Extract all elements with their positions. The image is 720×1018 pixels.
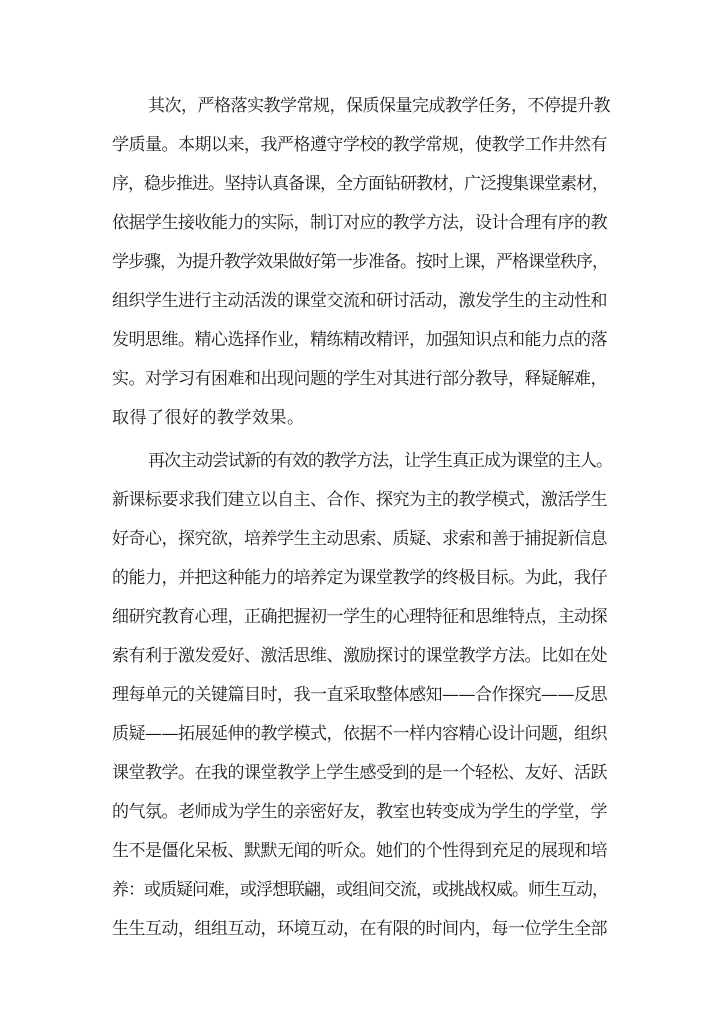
text-line: 实。对学习有困难和出现问题的学生对其进行部分教导，释疑解难， xyxy=(112,369,607,389)
text-line: 质疑——拓展延伸的教学模式，依据不一样内容精心设计问题，组织 xyxy=(112,724,607,744)
text-line: 索有利于激发爱好、激活思维、激励探讨的课堂教学方法。比如在处 xyxy=(112,646,607,666)
document-body xyxy=(112,87,612,949)
text-line: 的气氛。老师成为学生的亲密好友，教室也转变成为学生的学堂，学 xyxy=(112,802,607,822)
text-line: 好奇心，探究欲，培养学生主动思索、质疑、求索和善于捕捉新信息 xyxy=(112,529,607,549)
paragraph-1 xyxy=(112,87,612,438)
text-line: 发明思维。精心选择作业，精练精改精评，加强知识点和能力点的落 xyxy=(112,330,607,350)
text-line: 学步骤，为提升教学效果做好第一步准备。按时上课，严格课堂秩序， xyxy=(112,252,608,272)
paragraph-2 xyxy=(112,442,612,949)
text-line: 养：或质疑问难，或浮想联翩，或组间交流，或挑战权威。师生互动， xyxy=(112,880,608,900)
text-line: 其次，严格落实教学常规，保质保量完成教学任务，不停提升教 xyxy=(148,96,610,116)
text-line: 生生互动，组组互动，环境互动，在有限的时间内，每一位学生全部 xyxy=(112,919,607,939)
text-line: 理每单元的关键篇目时，我一直采取整体感知——合作探究——反思 xyxy=(112,685,607,705)
text-line: 新课标要求我们建立以自主、合作、探究为主的教学模式，激活学生 xyxy=(112,490,607,510)
text-line: 细研究教育心理，正确把握初一学生的心理特征和思维特点，主动探 xyxy=(112,607,607,627)
text-line: 生不是僵化呆板、默默无闻的听众。她们的个性得到充足的展现和培 xyxy=(112,841,607,861)
text-line: 组织学生进行主动活泼的课堂交流和研讨活动，激发学生的主动性和 xyxy=(112,291,607,311)
text-line: 课堂教学。在我的课堂教学上学生感受到的是一个轻松、友好、活跃 xyxy=(112,763,607,783)
text-line: 依据学生接收能力的实际，制订对应的教学方法，设计合理有序的教 xyxy=(112,213,607,233)
text-line: 的能力，并把这种能力的培养定为课堂教学的终极目标。为此，我仔 xyxy=(112,568,607,588)
text-line: 序，稳步推进。坚持认真备课，全方面钻研教材，广泛搜集课堂素材， xyxy=(112,174,608,194)
text-line: 取得了很好的教学效果。 xyxy=(112,408,305,428)
text-line: 再次主动尝试新的有效的教学方法，让学生真正成为课堂的主人。 xyxy=(148,451,612,471)
text-line: 学质量。本期以来，我严格遵守学校的教学常规，使教学工作井然有 xyxy=(112,135,607,155)
